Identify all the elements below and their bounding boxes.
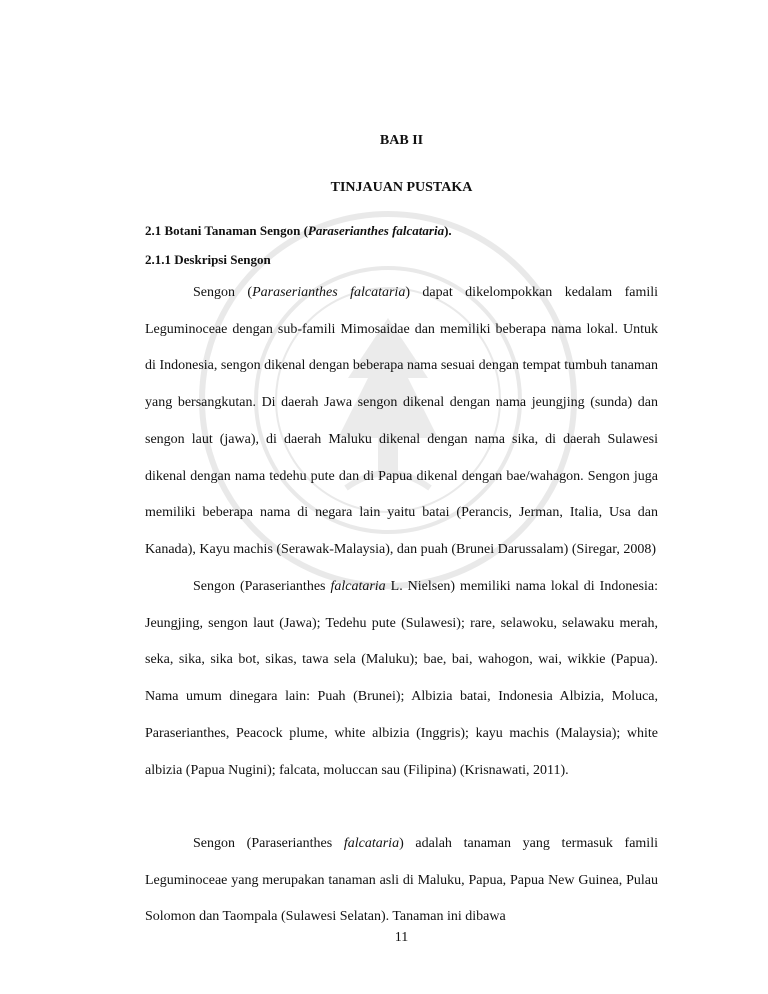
- subsection-heading: 2.1.1 Deskripsi Sengon: [145, 252, 271, 267]
- paragraph-2: Sengon (Paraserianthes falcataria L. Nielsen) memiliki nama lokal di Indonesia: Jeungjing, sengon laut (Jawa); Tedehu pute (Sulawesi); rare, selawoku, selawaku merah, seka, sika, sika bot, sikas, tawa sela (Maluku); bae, bai, wahogon, wai, wikkie (Papua). Nama umum dinegara lain: Puah (Brunei); Albizia batai, Indonesia Albizia, Moluca, Paraserianthes, Peacock plume, white albizia (Inggris); kayu machis (Malaysia); white albizia (Papua Nugini); falcata, moluccan sau (Filipina) (Krisnawati, 2011).: [145, 579, 658, 778]
- chapter-number: BAB II: [379, 133, 424, 148]
- section-heading: 2.1 Botani Tanaman Sengon (Paraserianthes falcataria).: [145, 223, 452, 238]
- chapter-title: TINJAUAN PUSTAKA: [330, 180, 473, 195]
- page-number: 11: [394, 930, 409, 945]
- paragraph-1: Sengon (Paraserianthes falcataria) dapat dikelompokkan kedalam famili Leguminoceae dengan sub-famili Mimosaidae dan memiliki beberapa nama lokal. Untuk di Indonesia, sengon dikenal dengan beberapa nama sesuai dengan tempat tumbuh tanaman yang bersangkutan. Di daerah Jawa sengon dikenal dengan nama jeungjing (sunda) dan sengon laut (jawa), di daerah Maluku dikenal dengan nama sika, di daerah Sulawesi dikenal dengan nama tedehu pute dan di Papua dikenal dengan bae/wahagon. Sengon juga memiliki beberapa nama di negara lain yaitu batai (Perancis, Jerman, Italia, Usa dan Kanada), Kayu machis (Serawak-Malaysia), dan puah (Brunei Darussalam) (Siregar, 2008): [145, 285, 658, 557]
- paragraph-3: Sengon (Paraserianthes falcataria) adalah tanaman yang termasuk famili Leguminoceae yang merupakan tanaman asli di Maluku, Papua, Papua New Guinea, Pulau Solomon dan Taompala (Sulawesi Selatan). Tanaman ini dibawa: [145, 836, 658, 925]
